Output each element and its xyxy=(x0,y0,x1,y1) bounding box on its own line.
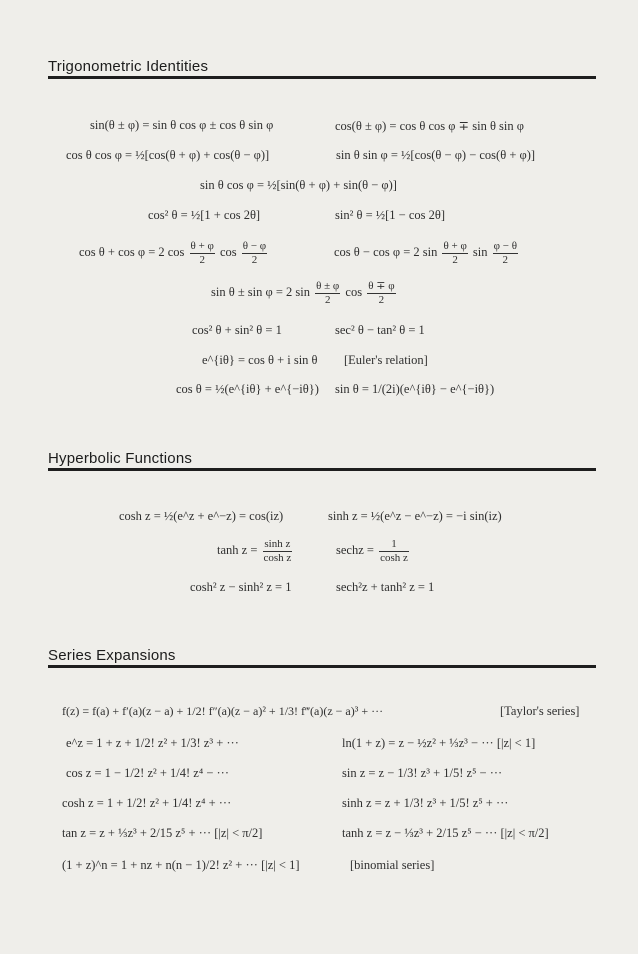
eq-cos-squared: cos² θ = ½[1 + cos 2θ] xyxy=(148,208,261,222)
eq-sin-series: sin z = z − 1/3! z³ + 1/5! z⁵ − ··· xyxy=(342,766,503,780)
euler-note: [Euler's relation] xyxy=(344,353,428,367)
section-rule xyxy=(48,468,596,471)
eq-sinh-series: sinh z = z + 1/3! z³ + 1/5! z⁵ + ··· xyxy=(342,796,509,810)
section-heading-trig: Trigonometric Identities xyxy=(48,58,209,75)
eq-ln-series: ln(1 + z) = z − ½z² + ⅓z³ − ··· [|z| < 1] xyxy=(342,736,536,750)
taylor-note: [Taylor's series] xyxy=(500,704,580,718)
eq-sec-tan: sec² θ − tan² θ = 1 xyxy=(335,323,425,337)
eq-sech-tanh: sech²z + tanh² z = 1 xyxy=(336,580,435,594)
eq-tan-series: tan z = z + ⅓z³ + 2/15 z⁵ + ··· [|z| < π/2] xyxy=(62,826,263,840)
eq-exp-series: e^z = 1 + z + 1/2! z² + 1/3! z³ + ··· xyxy=(66,736,239,750)
section-rule xyxy=(48,665,596,668)
eq-sin-squared: sin² θ = ½[1 − cos 2θ] xyxy=(335,208,446,222)
binomial-note: [binomial series] xyxy=(350,858,435,872)
eq-sin-exp: sin θ = 1/(2i)(e^{iθ} − e^{−iθ}) xyxy=(335,382,495,396)
eq-sin-cos: sin θ cos φ = ½[sin(θ + φ) + sin(θ − φ)] xyxy=(200,178,397,192)
section-heading-hyper: Hyperbolic Functions xyxy=(48,450,193,467)
eq-cosh-series: cosh z = 1 + 1/2! z² + 1/4! z⁴ + ··· xyxy=(62,796,232,810)
eq-tanh-def: tanh z = $\frac{\text{sinh z}}{\text{cosh z}}$ xyxy=(217,538,292,564)
eq-sinh-def: sinh z = ½(e^z − e^−z) = −i sin(iz) xyxy=(328,509,502,523)
eq-cosh-def: cosh z = ½(e^z + e^−z) = cos(iz) xyxy=(119,509,284,523)
eq-sech-def: sechz = $\frac{1}{\text{cosh z}}$ xyxy=(336,538,408,564)
eq-pythagorean: cos² θ + sin² θ = 1 xyxy=(192,323,282,337)
eq-binomial: (1 + z)^n = 1 + nz + n(n − 1)/2! z² + ··· [|z| < 1] xyxy=(62,858,300,872)
eq-sin-sin: sin θ sin φ = ½[cos(θ − φ) − cos(θ + φ)] xyxy=(336,148,536,162)
eq-cos-cos: cos θ cos φ = ½[cos(θ + φ) + cos(θ − φ)] xyxy=(66,148,270,162)
section-heading-series: Series Expansions xyxy=(48,647,176,664)
eq-tanh-series: tanh z = z − ⅓z³ + 2/15 z⁵ − ··· [|z| < π/2] xyxy=(342,826,549,840)
section-rule xyxy=(48,76,596,79)
eq-cos-minus-cos: cos θ − cos φ = 2 sin $\frac{\theta + \varphi}{2}$ sin $\frac{\varphi - \theta}{2}$ xyxy=(334,240,517,266)
eq-taylor: f(z) = f(a) + f′(a)(z − a) + 1/2! f″(a)(z − a)² + 1/3! f‴(a)(z − a)³ + ··· xyxy=(62,704,384,718)
eq-cos-sum: cos(θ ± φ) = cos θ cos φ ∓ sin θ sin φ xyxy=(335,119,524,133)
eq-sin-sum: sin(θ ± φ) = sin θ cos φ ± cos θ sin φ xyxy=(90,118,274,132)
eq-euler: e^{iθ} = cos θ + i sin θ xyxy=(202,353,318,367)
eq-cos-series: cos z = 1 − 1/2! z² + 1/4! z⁴ − ··· xyxy=(66,766,229,780)
eq-cosh-sinh: cosh² z − sinh² z = 1 xyxy=(190,580,292,594)
eq-sin-pm-sin: sin θ ± sin φ = 2 sin $\frac{\theta \pm \varphi}{2}$ cos $\frac{\theta \mp \varphi}{2}$ xyxy=(211,280,395,306)
eq-cos-plus-cos: cos θ + cos φ = 2 cos $\frac{\theta + \varphi}{2}$ cos $\frac{\theta - \varphi}{2}$ xyxy=(79,240,267,266)
eq-cos-exp: cos θ = ½(e^{iθ} + e^{−iθ}) xyxy=(176,382,319,396)
